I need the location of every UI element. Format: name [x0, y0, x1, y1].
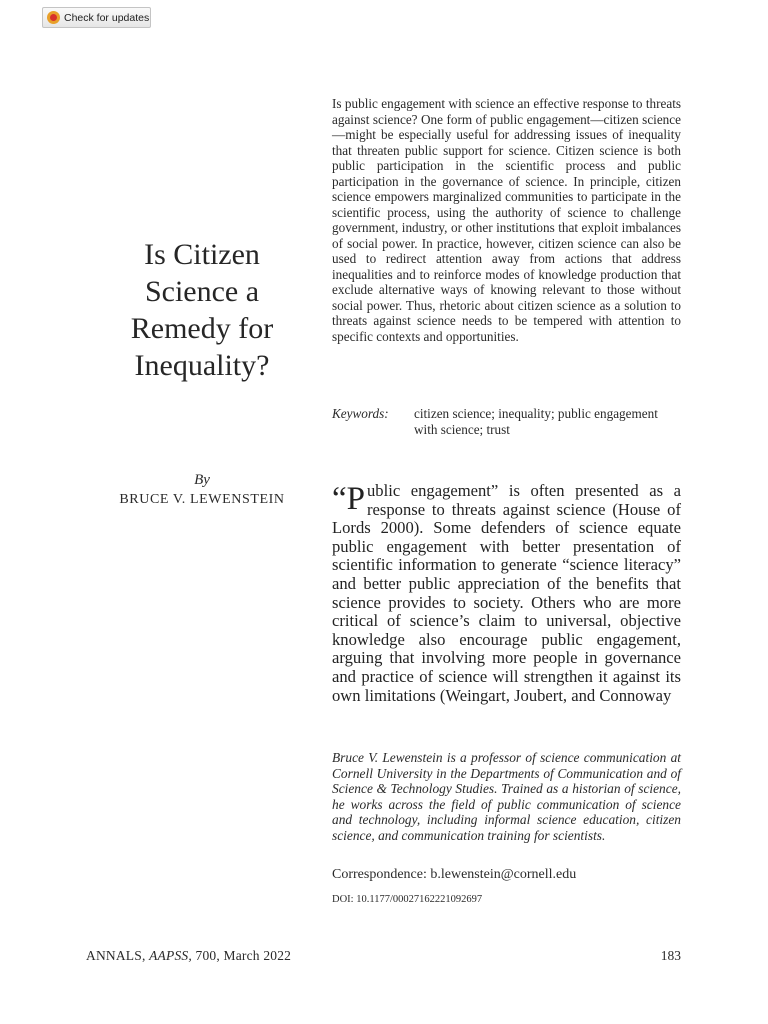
drop-cap: “P	[332, 481, 365, 517]
journal-citation	[86, 948, 291, 964]
keywords-label: Keywords:	[332, 406, 389, 421]
byline	[96, 470, 308, 510]
check-for-updates-badge[interactable]	[42, 7, 151, 28]
correspondence: Correspondence: b.lewenstein@cornell.edu	[332, 867, 577, 882]
by-label: By	[194, 472, 210, 488]
page-number: 183	[660, 948, 681, 963]
body-text: ublic engagement” is often presented as a response to threats against science (House of Lords 2000). Some defenders of science equate public engagement with better presentation of scientific information to generate “science literacy” and better public appreciation of the benefits that science provides to society. Others who are more critical of science’s claim to universal, objective knowledge also encourage public engagement, arguing that involving more people in governance and practice of science will strengthen it against its own limitations (Weingart, Joubert, and Connoway	[332, 481, 681, 705]
abstract: Is public engagement with science an effective response to threats against science? One form of public engagement—citizen science—might be especially useful for addressing issues of inequality that threaten public support for science. Citizen science is both public participation in the scientific process and public participation in the governance of science. In principle, citizen science empowers marginalized communities to participate in the scientific process, using the authority of science to challenge government, industry, or other institutions that exploit imbalances of social power. In practice, however, citizen science can also be used to redirect attention away from actions that address inequalities and to reinforce modes of knowledge production that exclude alternative ways of knowing relevant to those without social power. Thus, rhetoric about citizen science as a solution to threats against science needs to be tempered with attention to specific contexts and opportunities.	[332, 96, 681, 344]
article-title: Is Citizen Science a Remedy for Inequality?	[130, 238, 274, 382]
keywords	[332, 406, 681, 438]
keywords-list: citizen science; inequality; public engagement with science; trust	[414, 406, 658, 437]
author-name: BRUCE V. LEWENSTEIN	[119, 492, 285, 507]
author-bio: Bruce V. Lewenstein is a professor of science communication at Cornell University in the Departments of Communication and of Science & Technology Studies. Trained as a historian of science, he works across the field of public communication of science and technology, including informal science education, citizen science, and communication training for scientists.	[332, 750, 681, 843]
check-for-updates-label: Check for updates	[64, 11, 150, 24]
journal-prefix: ANNALS,	[86, 948, 150, 963]
crossmark-icon	[47, 11, 60, 24]
journal-suffix: 700, March 2022	[191, 948, 292, 963]
doi: DOI: 10.1177/00027162221092697	[332, 894, 483, 905]
body-paragraph	[332, 482, 681, 705]
journal-italic: AAPSS,	[149, 948, 192, 963]
